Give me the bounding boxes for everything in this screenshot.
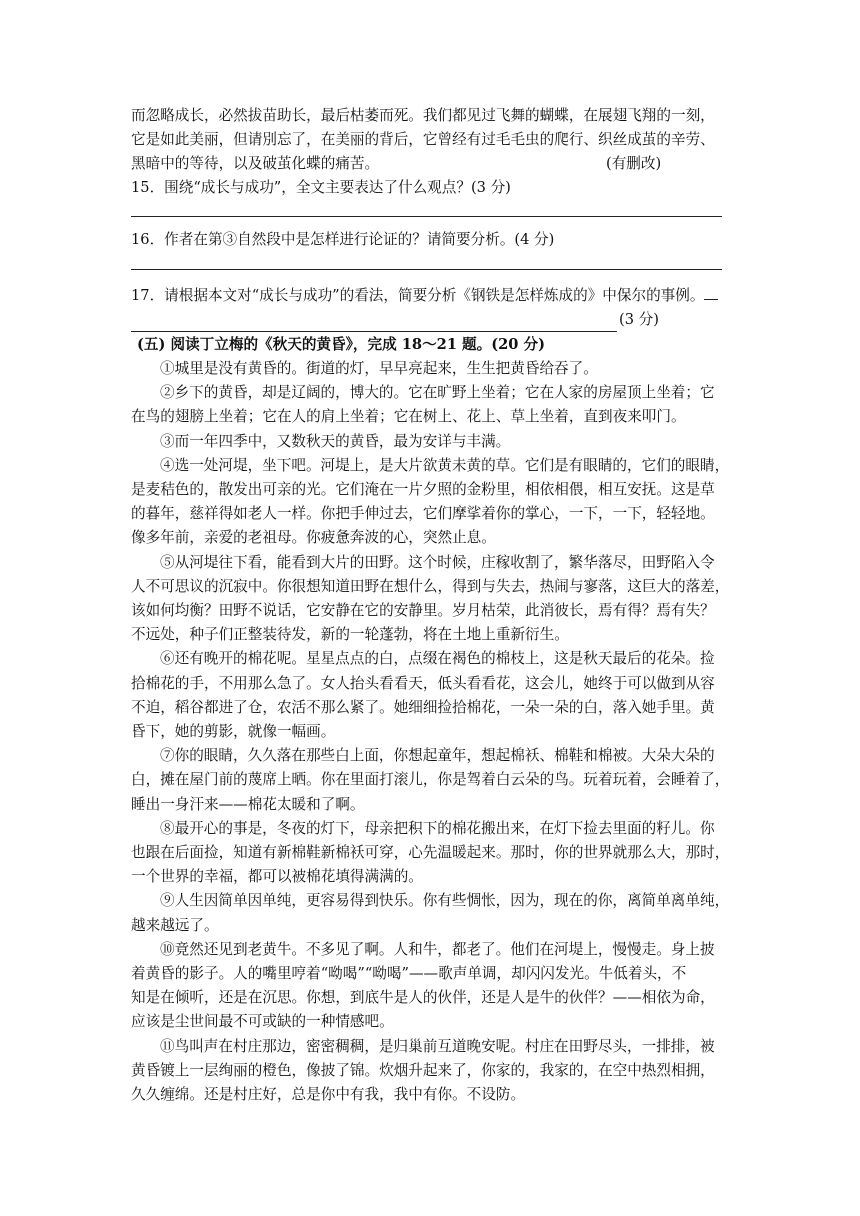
question-16: 16．作者在第③自然段中是怎样进行论证的？请简要分析。(4 分)	[131, 231, 555, 248]
essay-line: ②乡下的黄昏，却是辽阔的，博大的。它在旷野上坐着；它在人家的房屋顶上坐着；它	[160, 384, 715, 402]
essay-line: 不远处，种子们正整装待发，新的一轮蓬勃，将在土地上重新衍生。	[131, 626, 569, 644]
essay-line: 黄昏镀上一层绚丽的橙色，像披了锦。炊烟升起来了，你家的，我家的，在空中热烈相拥，	[131, 1061, 715, 1079]
essay-line: 该如何均衡？田野不说话，它安静在它的安静里。岁月枯荣，此消彼长，焉有得？焉有失？	[131, 602, 715, 619]
essay-line: 睡出一身汗来——棉花太暖和了啊。	[131, 795, 365, 813]
essay-line: 在鸟的翅膀上坐着；它在人的肩上坐着；它在树上、花上、草上坐着，直到夜来叩门。	[131, 408, 686, 426]
essay-line: 也跟在后面捡，知道有新棉鞋新棉袄可穿，心先温暖起来。那时，你的世界就那么大，那时，	[131, 844, 730, 861]
question-17-score: (3 分)	[619, 311, 659, 328]
question-17	[131, 284, 718, 307]
essay-line: 越来越远了。	[131, 916, 219, 934]
intro-line-3: 黑暗中的等待，以及破茧化蝶的痛苦。	[131, 155, 380, 172]
question-15: 15．围绕“成长与成功”，全文主要表达了什么观点？(3 分)	[131, 179, 511, 196]
essay-line: ⑧最开心的事是，冬夜的灯下，母亲把积下的棉花搬出来，在灯下捡去里面的籽儿。你	[160, 819, 715, 837]
essay-line: 应该是尘世间最不可或缺的一种情感吧。	[131, 1013, 394, 1031]
essay-line: ③而一年四季中，又数秋天的黄昏，最为安详与丰满。	[160, 432, 511, 450]
essay-line: ⑨人生因简单因单纯，更容易得到快乐。你有些惆怅，因为，现在的你，离简单离单纯，	[160, 892, 730, 910]
essay-line: ⑤从河堤往下看，能看到大片的田野。这个时候，庄稼收割了，繁华落尽，田野陷入令	[160, 553, 715, 571]
essay-line: 是麦秸色的，散发出可亲的光。它们淹在一片夕照的金粉里，相依相偎，相互安抚。这是草	[131, 481, 715, 498]
essay-line: 久久缠绵。还是村庄好，总是你中有我，我中有你。不设防。	[131, 1086, 526, 1103]
essay-line: ④选一处河堤，坐下吧。河堤上，是大片欲黄未黄的草。它们是有眼睛的，它们的眼睛，	[160, 456, 730, 474]
section-5-heading: (五) 阅读丁立梅的《秋天的黄昏》，完成 18～21 题。(20 分)	[137, 336, 546, 353]
question-17-text: 17．请根据本文对“成长与成功”的看法，简要分析《钢铁是怎样炼成的》中保尔的事例。	[131, 287, 705, 304]
essay-line: ⑪鸟叫声在村庄那边，密密稠稠，是归巢前互道晚安呢。村庄在田野尽头，一排排，被	[160, 1037, 715, 1055]
intro-line-1: 而忽略成长，必然拔苗助长，最后枯萎而死。我们都见过飞舞的蝴蝶，在展翅飞翔的一刻，	[131, 107, 715, 124]
essay-line: 拾棉花的手，不用那么急了。女人抬头看看天，低头看看花，这会儿，她终于可以做到从容	[131, 674, 715, 692]
essay-line: 白，摊在屋门前的蔑席上晒。你在里面打滚儿，你是驾着白云朵的鸟。玩着玩着，会睡着了，	[131, 771, 730, 789]
essay-line: 一个世界的幸福，都可以被棉花填得满满的。	[131, 868, 423, 886]
essay-line: 昏下，她的剪影，就像一幅画。	[131, 723, 336, 740]
essay-line: ⑥还有晚开的棉花呢。星星点点的白，点缀在褐色的棉枝上，这是秋天最后的花朵。捡	[160, 650, 715, 668]
essay-line: 知是在倾听，还是在沉思。你想，到底牛是人的伙伴，还是人是牛的伙伴？——相依为命，	[131, 989, 715, 1007]
essay-line: 的暮年，慈祥得如老人一样。你把手伸过去，它们摩挲着你的掌心，一下，一下，轻轻地。	[131, 505, 715, 523]
essay-line: 像多年前，亲爱的老祖母。你疲惫奔波的心，突然止息。	[131, 529, 496, 547]
essay-line: ⑩竟然还见到老黄牛。不多见了啊。人和牛，都老了。他们在河堤上，慢慢走。身上披	[160, 940, 715, 958]
essay-line: 人不可思议的沉寂中。你很想知道田野在想什么，得到与失去，热闹与寥落，这巨大的落差，	[131, 577, 730, 595]
essay-line: 着黄昏的影子。人的嘴里哼着“呦喝”“呦喝”——歌声单调，却闪闪发光。牛低着头，不	[131, 965, 687, 982]
answer-line-17[interactable]	[131, 309, 617, 332]
answer-line-15[interactable]	[131, 216, 722, 217]
answer-blank-17[interactable]	[704, 284, 718, 300]
essay-line: ⑦你的眼睛，久久落在那些白上面，你想起童年，想起棉袄、棉鞋和棉被。大朵大朵的	[160, 747, 715, 765]
essay-line: ①城里是没有黄昏的。街道的灯，早早亮起来，生生把黄昏给吞了。	[160, 360, 598, 377]
source-note: (有删改)	[606, 155, 662, 172]
answer-line-16[interactable]	[131, 269, 722, 270]
essay-line: 不迫，稻谷都进了仓，农活不那么紧了。她细细捡拾棉花，一朵一朵的白，落入她手里。黄	[131, 698, 715, 716]
intro-line-2: 它是如此美丽，但请別忘了，在美丽的背后，它曾经有过毛毛虫的爬行、织丝成茧的辛劳、	[131, 131, 715, 148]
